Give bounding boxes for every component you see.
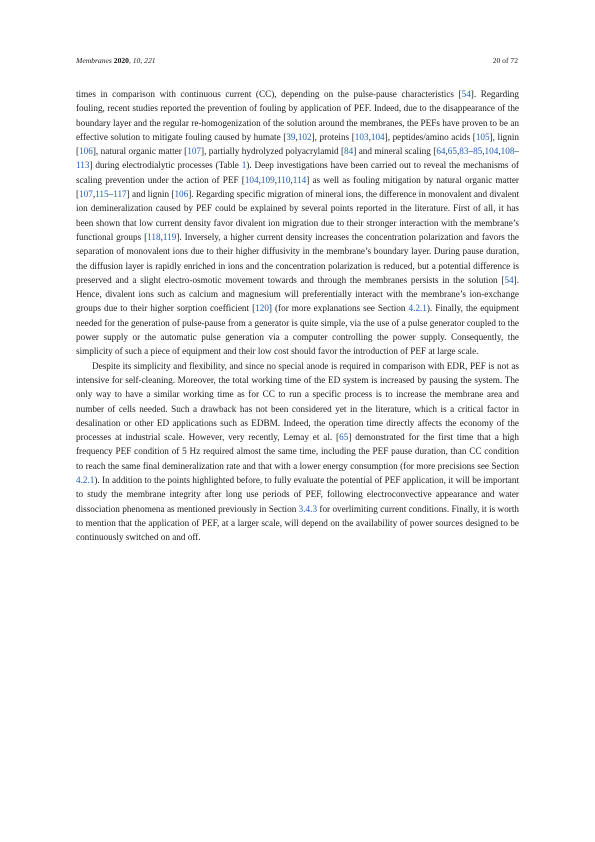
reference-link[interactable]: 54 — [461, 89, 471, 99]
reference-link[interactable]: 84 — [344, 146, 354, 157]
text-run: , — [92, 189, 96, 200]
reference-link[interactable]: 115 — [95, 189, 109, 200]
text-run: ], lignin [ — [76, 131, 519, 157]
reference-link[interactable]: 104 — [244, 174, 259, 185]
text-run: , — [274, 174, 277, 185]
text-run: , — [160, 231, 163, 242]
reference-link[interactable]: 54 — [504, 274, 514, 285]
journal-year: 2020 — [113, 56, 129, 65]
reference-link[interactable]: 64 — [436, 146, 446, 157]
reference-link[interactable]: 118 — [147, 231, 161, 242]
reference-link[interactable]: 104 — [370, 131, 385, 142]
text-run: , — [445, 146, 448, 157]
text-run: ]. Hence, divalent ions such as calcium and magnesium will preferentially interact with the membrane’s ion-exchange groups due to their higher sorption coefficient [ — [76, 274, 519, 314]
reference-link[interactable]: 120 — [255, 303, 269, 314]
text-run: – — [468, 146, 474, 157]
reference-link[interactable]: 106 — [174, 189, 189, 200]
reference-link[interactable]: 102 — [297, 131, 312, 142]
text-run: – — [108, 189, 114, 200]
text-run: ], partially hydrolyzed polyacrylamid [ — [201, 146, 345, 157]
text-run: for overlimiting current conditions. Finally, it is worth to mention that the application of PEF, at a larger scale, will depend on the availability of power sources designed to be continuously switched on and off. — [76, 503, 519, 543]
text-run: ] (for more explanations see Section — [268, 303, 409, 314]
reference-link[interactable]: 39 — [286, 131, 296, 142]
text-run: times in comparison with continuous current (CC), depending on the pulse-pause characteristics [ — [76, 89, 462, 99]
text-run: , — [482, 146, 485, 157]
text-run: ). Finally, the equipment needed for the generation of pulse-pause from a generator is quite simple, via the use of a pulse generator coupled to the power supply or the automatic pulse generation via a computer controlling the power supply. Consequently, the simplicity of such a piece of equipment and their low cost should favor the introduction of PEF at large scale. — [76, 303, 519, 357]
text-run: ] during electrodialytic processes (Table — [89, 160, 242, 171]
reference-link[interactable]: 85 — [473, 146, 483, 157]
text-run: Despite its simplicity and flexibility, and since no special anode is required in comparison with EDR, PEF is not as intensive for self-cleaning. Moreover, the total working time of the ED system is increased by pausing the system. The only way to have a similar working time as for CC to run a specific process is to increase the membrane area and number of cells needed. Such a drawback has not been considered yet in the literature, which is a critical factor in desalination or other ED applications such as EDBM. Indeed, the operation time directly affects the economy of the processes at industrial scale. However, very recently, Lemay et al. [ — [76, 360, 519, 443]
reference-link[interactable]: 114 — [292, 174, 307, 185]
reference-link[interactable]: 119 — [162, 231, 177, 242]
paragraph-2 — [76, 359, 519, 545]
reference-link[interactable]: 65 — [339, 432, 349, 443]
reference-link[interactable]: 109 — [260, 174, 275, 185]
text-run: , — [290, 174, 293, 185]
reference-link[interactable]: 4.2.1 — [408, 303, 427, 314]
reference-link[interactable]: 107 — [187, 146, 202, 157]
reference-link[interactable]: 113 — [76, 160, 90, 171]
text-run: , — [258, 174, 261, 185]
body-text — [76, 87, 519, 545]
text-run: ]. Regarding fouling, recent studies reported the prevention of fouling by application of PEF. Indeed, due to the disappearance of the boundary layer and the regular re-homogenization of the solution around the membranes, the PEFs have proven to be an effective solution to mitigate fouling caused by humate [ — [76, 89, 519, 142]
text-run: , — [456, 146, 460, 157]
reference-link[interactable]: 104 — [484, 146, 499, 157]
running-header — [76, 56, 518, 65]
text-run: ] and lignin [ — [126, 189, 175, 200]
journal-name: Membranes — [76, 56, 112, 65]
reference-link[interactable]: 103 — [354, 131, 369, 142]
text-run: ], natural organic matter [ — [92, 146, 188, 157]
reference-link[interactable]: 3.4.3 — [298, 503, 318, 514]
text-run: , — [498, 146, 501, 157]
reference-link[interactable]: 105 — [475, 131, 490, 142]
page-number: 20 of 72 — [492, 56, 518, 65]
text-run: ] and mineral scaling [ — [353, 146, 437, 157]
text-run: ] demonstrated for the first time that a high frequency PEF condition of 5 Hz required almost the same time, including the PEF pause duration, than CC condition to reach the same final demineralization rate and that with a lower energy consumption (for more precisions see Section — [76, 432, 519, 471]
journal-volume: , 10, 221 — [128, 56, 156, 65]
text-run: ], peptides/amino acids [ — [384, 131, 476, 142]
text-run: ]. Inversely, a higher current density increases the concentration polarization and favors the separation of monovalent ions due to their higher diffusivity in the membrane’s boundary layer. During pause duration, the diffusion layer is rapidly enriched in ions and the concentration polarization is reduced, but a potential difference is preserved and a slight electro-osmotic movement towards and through the membranes persists in the solution [ — [76, 231, 519, 285]
text-run: – — [514, 146, 519, 157]
text-run: ). In addition to the points highlighted before, to fully evaluate the potential of PEF application, it will be important to study the membrane integrity after long use periods of PEF, following electroconvective appearance and water dissociation phenomena as mentioned previously in Section — [76, 475, 519, 514]
reference-link[interactable]: 108 — [500, 146, 515, 157]
reference-link[interactable]: 107 — [79, 189, 93, 200]
text-run: ], proteins [ — [311, 131, 355, 142]
text-run: ]. Regarding specific migration of mineral ions, the difference in monovalent and divalent ion demineralization caused by PEF could be explained by several points reported in the literature. First of all, it has been shown that low current density favor divalent ion migration due to their stronger interaction with the membrane’s functional groups [ — [76, 189, 519, 242]
text-run: ). Deep investigations have been carried out to reveal the mechanisms of scaling prevention under the action of PEF [ — [76, 160, 519, 185]
reference-link[interactable]: 4.2.1 — [76, 475, 95, 486]
text-run: , — [295, 131, 298, 142]
reference-link[interactable]: 83 — [459, 146, 469, 157]
paragraph-1 — [76, 87, 519, 359]
text-run: ] as well as fouling mitigation by natural organic matter [ — [76, 174, 519, 200]
reference-link[interactable]: 110 — [276, 174, 291, 185]
reference-link[interactable]: 106 — [79, 146, 93, 157]
reference-link[interactable]: 117 — [113, 189, 127, 200]
text-run: , — [368, 131, 371, 142]
journal-citation — [76, 56, 156, 65]
reference-link[interactable]: 1 — [241, 160, 247, 171]
reference-link[interactable]: 65 — [447, 146, 457, 157]
